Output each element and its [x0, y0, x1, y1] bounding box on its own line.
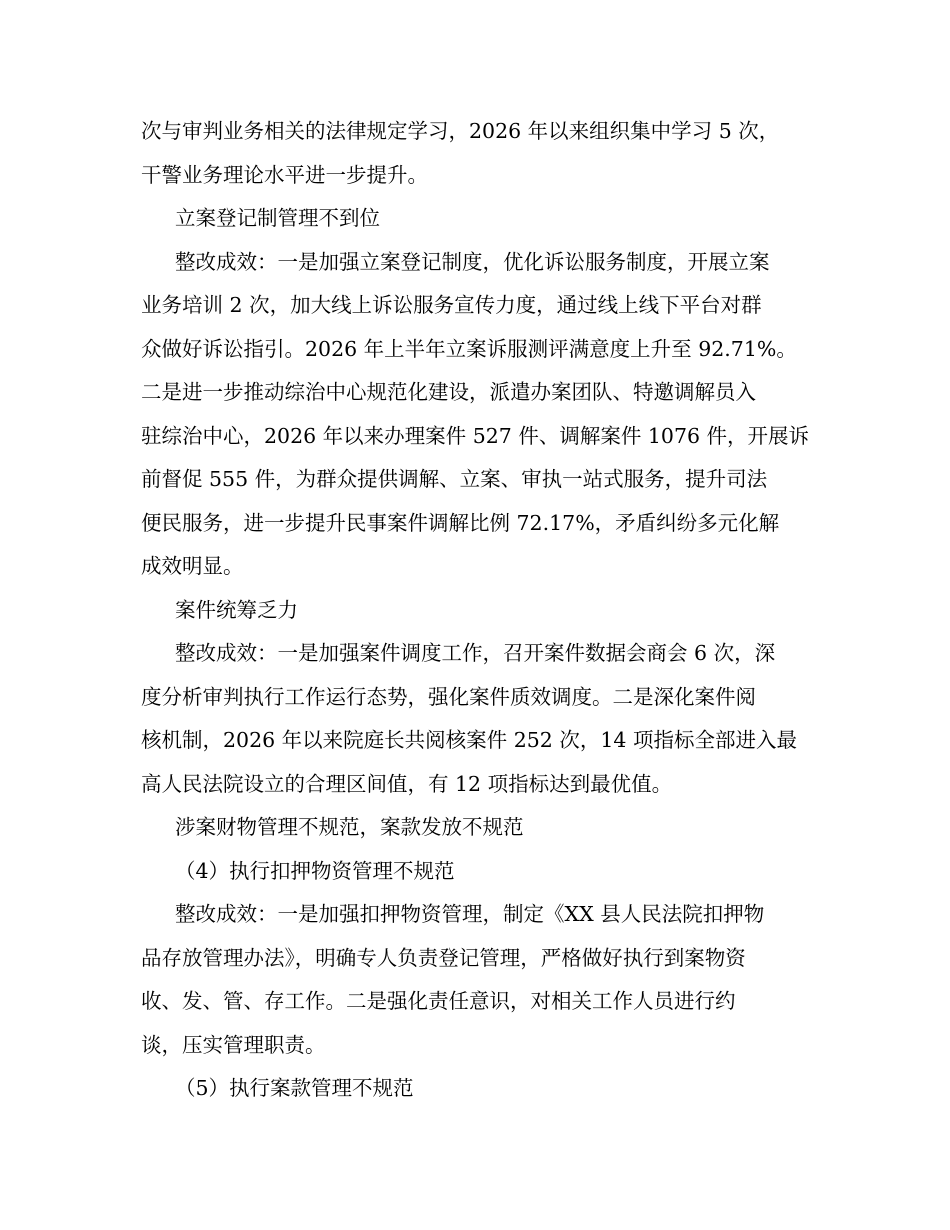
paragraph-line: 二是进一步推动综治中心规范化建设，派遣办案团队、特邀调解员入: [141, 380, 756, 404]
paragraph-line: 收、发、管、存工作。二是强化责任意识，对相关工作人员进行约: [141, 989, 736, 1013]
paragraph-line: 谈，压实管理职责。: [141, 1032, 326, 1057]
paragraph-line: 干警业务理论水平进一步提升。: [141, 162, 428, 187]
section-heading: 案件统筹乏力: [175, 597, 298, 622]
paragraph-line: 整改成效：一是加强案件调度工作，召开案件数据会商会 6 次，深: [175, 641, 776, 665]
paragraph-line: 前督促 555 件，为群众提供调解、立案、审执一站式服务，提升司法: [141, 467, 768, 491]
paragraph-line: 业务培训 2 次，加大线上诉讼服务宣传力度，通过线上线下平台对群: [141, 293, 762, 317]
document-body: [141, 110, 809, 1111]
paragraph-line: 度分析审判执行工作运行态势，强化案件质效调度。二是深化案件阅: [141, 684, 756, 709]
paragraph-line: 成效明显。: [141, 554, 244, 578]
paragraph-line: 便民服务，进一步提升民事案件调解比例 72.17%，矛盾纠纷多元化解: [141, 510, 780, 535]
subsection-heading: （5）执行案款管理不规范: [175, 1076, 414, 1100]
paragraph-line: 品存放管理办法》，明确专人负责登记管理，严格做好执行到案物资: [141, 945, 746, 970]
section-heading: 立案登记制管理不到位: [175, 206, 380, 230]
subsection-heading: （4）执行扣押物资管理不规范: [175, 858, 455, 883]
paragraph-line: 高人民法院设立的合理区间值，有 12 项指标达到最优值。: [141, 771, 673, 796]
section-heading: 涉案财物管理不规范，案款发放不规范: [175, 815, 524, 839]
paragraph-line: 核机制，2026 年以来院庭长共阅核案件 252 次，14 项指标全部进入最: [141, 728, 797, 752]
paragraph-line: 驻综治中心，2026 年以来办理案件 527 件、调解案件 1076 件，开展诉: [141, 423, 809, 448]
paragraph-line: 次与审判业务相关的法律规定学习，2026 年以来组织集中学习 5 次，: [141, 119, 780, 143]
paragraph-line: 整改成效：一是加强立案登记制度，优化诉讼服务制度，开展立案: [175, 249, 770, 274]
paragraph-line: 众做好诉讼指引。2026 年上半年立案诉服测评满意度上升至 92.71%。: [141, 336, 797, 361]
paragraph-line: 整改成效：一是加强扣押物资管理，制定《XX 县人民法院扣押物: [175, 902, 765, 926]
